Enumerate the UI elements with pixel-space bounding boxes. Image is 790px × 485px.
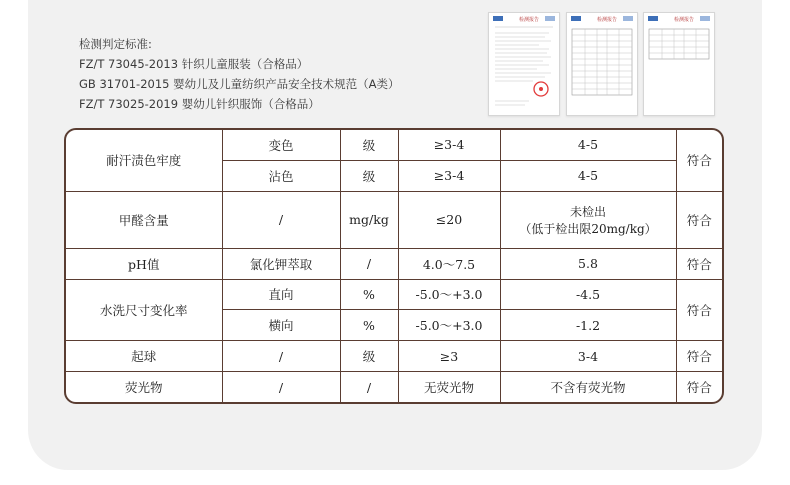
unit: 级	[340, 341, 398, 372]
test-item: 甲醛含量	[66, 191, 222, 248]
standard-value: ≥3	[398, 341, 500, 372]
table-row	[66, 191, 722, 248]
test-item: 耐汗渍色牢度	[66, 130, 222, 191]
standard-line: FZ/T 73045-2013 针织儿童服装（合格品）	[79, 57, 309, 71]
test-result: 3-4	[500, 341, 676, 372]
report-title: 检测报告	[673, 17, 695, 23]
test-result: 4-5	[500, 160, 676, 191]
verdict: 符合	[676, 130, 722, 191]
test-result: -1.2	[500, 310, 676, 341]
report-title: 检测报告	[518, 17, 540, 23]
verdict: 符合	[676, 372, 722, 402]
result-main: 未检出	[569, 204, 606, 219]
standards-block	[79, 34, 399, 114]
standard-value: ≥3-4	[398, 160, 500, 191]
test-item: 起球	[66, 341, 222, 372]
verdict: 符合	[676, 341, 722, 372]
standard-value: 无荧光物	[398, 372, 500, 402]
report-page-1	[488, 12, 560, 116]
unit: %	[340, 279, 398, 310]
standard-line: GB 31701-2015 婴幼儿及儿童纺织产品安全技术规范（A类）	[79, 77, 400, 91]
standard-value: 4.0～7.5	[398, 248, 500, 279]
unit: /	[340, 248, 398, 279]
unit: 级	[340, 130, 398, 160]
test-result: 5.8	[500, 248, 676, 279]
sub-item: 氯化钾萃取	[222, 248, 340, 279]
test-results-table	[64, 128, 724, 404]
standard-value: -5.0～+3.0	[398, 310, 500, 341]
test-item: 水洗尺寸变化率	[66, 279, 222, 341]
unit: 级	[340, 160, 398, 191]
standards-heading: 检测判定标准:	[79, 37, 152, 51]
verdict: 符合	[676, 279, 722, 341]
verdict: 符合	[676, 191, 722, 248]
test-item: 荧光物	[66, 372, 222, 402]
verdict: 符合	[676, 248, 722, 279]
sub-item: /	[222, 191, 340, 248]
test-result	[500, 191, 676, 248]
report-page-3	[643, 12, 715, 116]
standard-line: FZ/T 73025-2019 婴幼儿针织服饰（合格品）	[79, 97, 320, 111]
sub-item: /	[222, 341, 340, 372]
standard-value: -5.0～+3.0	[398, 279, 500, 310]
test-result: 不含有荧光物	[500, 372, 676, 402]
sub-item: /	[222, 372, 340, 402]
result-note: （低于检出限20mg/kg）	[519, 221, 657, 236]
unit: %	[340, 310, 398, 341]
table-row	[66, 248, 722, 279]
test-result: 4-5	[500, 130, 676, 160]
sub-item: 变色	[222, 130, 340, 160]
report-title: 检测报告	[596, 17, 618, 23]
sub-item: 直向	[222, 279, 340, 310]
table-row	[66, 372, 722, 402]
table-row	[66, 279, 722, 310]
report-page-2	[566, 12, 638, 116]
test-item: pH值	[66, 248, 222, 279]
sub-item: 横向	[222, 310, 340, 341]
standard-value: ≥3-4	[398, 130, 500, 160]
standard-value: ≤20	[398, 191, 500, 248]
test-result: -4.5	[500, 279, 676, 310]
table-row	[66, 341, 722, 372]
table-row	[66, 130, 722, 160]
unit: mg/kg	[340, 191, 398, 248]
unit: /	[340, 372, 398, 402]
sub-item: 沾色	[222, 160, 340, 191]
